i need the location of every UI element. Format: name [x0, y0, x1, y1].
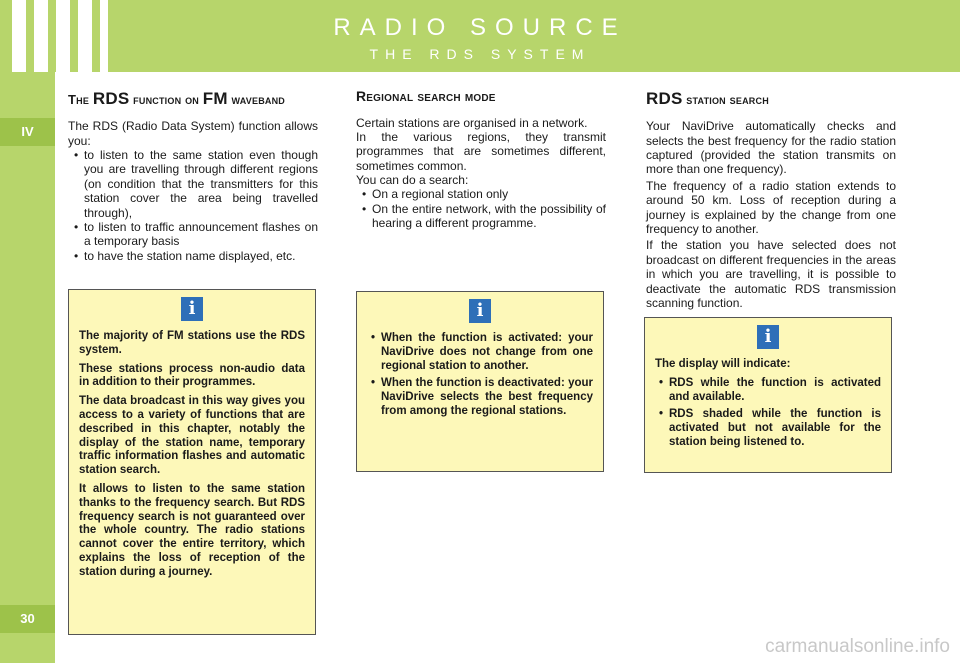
info-box-display [644, 317, 892, 473]
section-heading-rds-station-search: RDS station search [646, 89, 769, 108]
stripe [12, 0, 26, 72]
list-item: • On the entire network, with the possibility of hearing a different programme. [372, 202, 606, 231]
info-list [655, 377, 881, 450]
stripe [56, 0, 70, 72]
info-list [367, 332, 593, 419]
stripe [100, 0, 108, 72]
search-options-list [356, 187, 606, 230]
info-list-item: • RDS while the function is activated and available. [669, 377, 881, 405]
info-intro: The display will indicate: [655, 358, 791, 370]
page-header [0, 0, 960, 72]
column-rds-station-search [646, 88, 896, 310]
paragraph: The frequency of a radio station extends to around 50 km. Loss of reception during a journey is explained by the change from one frequency to another. [646, 178, 896, 236]
info-paragraph: The majority of FM stations use the RDS system. [79, 330, 305, 356]
info-icon: i [469, 299, 491, 323]
list-item: • to have the station name displayed, etc. [84, 249, 318, 263]
info-list-item: • RDS shaded while the function is activated but not available for the station being listened to. [669, 408, 881, 449]
paragraph: Your NaviDrive automatically checks and selects the best frequency for the radio station captured (provided the station transmits on more than one frequency). [646, 119, 896, 177]
sidebar [0, 0, 55, 663]
info-icon: i [757, 325, 779, 349]
paragraph: You can do a search: [356, 173, 469, 188]
paragraph: Certain stations are organised in a network. [356, 115, 588, 130]
list-item: • to listen to traffic announcement flashes on a temporary basis [84, 220, 318, 249]
info-box-rds-overview [68, 289, 316, 635]
watermark: carmanualsonline.info [765, 636, 950, 657]
stripe [78, 0, 92, 72]
info-paragraph: It allows to listen to the same station thanks to the frequency search. But RDS frequency search is not guaranteed over the whole country. The radio stations cannot cover the entire territory, which explains the loss of reception of the station during a journey. [79, 482, 305, 578]
info-box-regional-mode [356, 291, 604, 472]
section-heading-rds-function: The RDS function on FM waveband [68, 89, 285, 108]
column-regional-search [356, 88, 606, 231]
page-subtitle: THE RDS SYSTEM [369, 46, 591, 62]
function-list [68, 148, 318, 263]
info-paragraph: The data broadcast in this way gives you access to a variety of functions that are described in this chapter, notably the display of the station name, temporary traffic information flashes and automatic station search. [79, 395, 305, 477]
list-item: • to listen to the same station even though you are travelling through different regions (on condition that the transmitters for this station cover the area being travelled through), [84, 148, 318, 220]
paragraph: In the various regions, they transmit programmes that are sometimes different, sometimes common. [356, 129, 606, 173]
chapter-tab: IV [0, 118, 55, 146]
page-number: 30 [0, 605, 55, 633]
paragraph: If the station you have selected does not broadcast on different frequencies in the areas in which you are travelling, it is possible to deactivate the automatic RDS transmission scanning function. [646, 238, 896, 310]
section-heading-regional-search: Regional search mode [356, 88, 496, 104]
intro-text: The RDS (Radio Data System) function allows you: [68, 119, 318, 148]
info-paragraph: These stations process non-audio data in addition to their programmes. [79, 362, 305, 389]
info-list-item: • When the function is deactivated: your NaviDrive selects the best frequency from among the regional stations. [381, 377, 593, 418]
stripe [34, 0, 48, 72]
list-item: • On a regional station only [372, 187, 606, 201]
info-icon: i [181, 297, 203, 321]
column-rds-function [68, 88, 318, 263]
info-list-item: • When the function is activated: your NaviDrive does not change from one regional station to another. [381, 332, 593, 373]
page-title: RADIO SOURCE [333, 14, 627, 41]
